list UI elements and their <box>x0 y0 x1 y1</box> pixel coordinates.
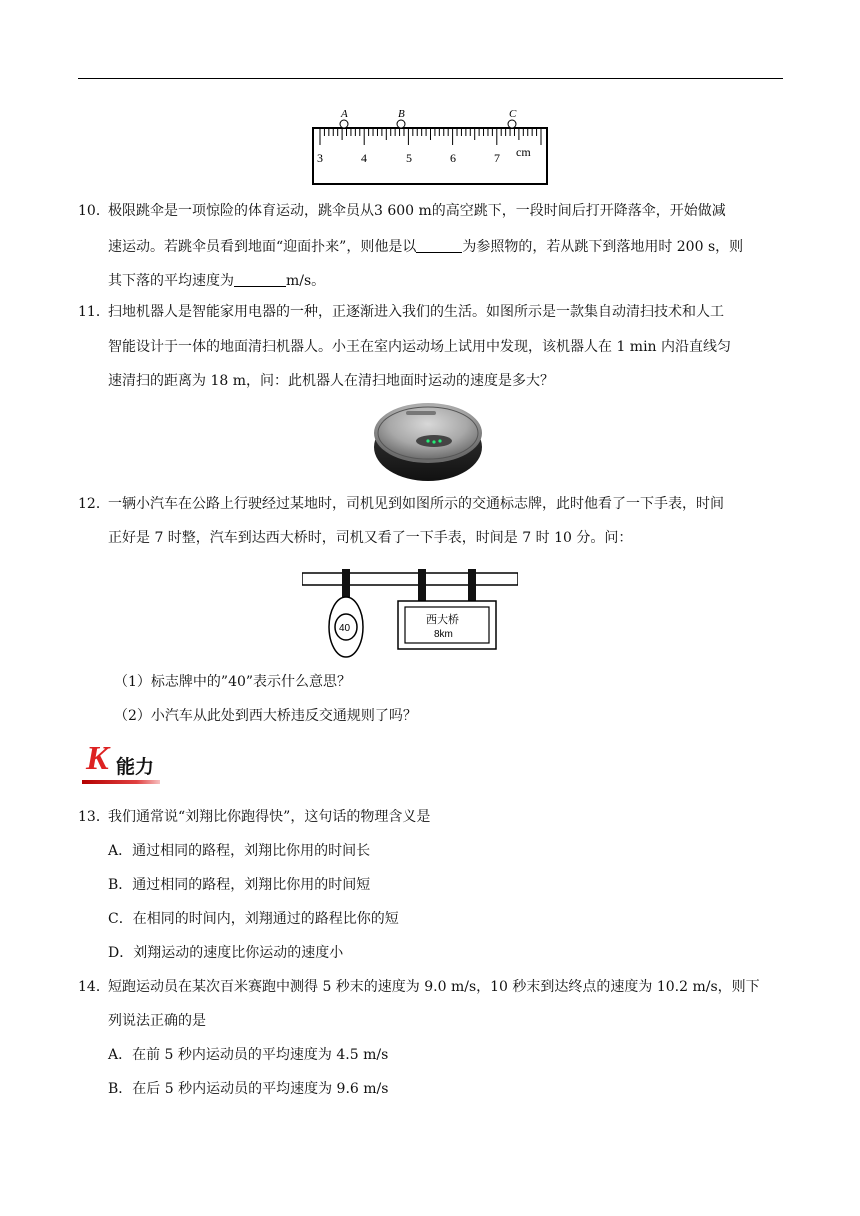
distance-sign-place: 西大桥 <box>426 613 459 626</box>
q12-subquestion-2: （2）小汽车从此处到西大桥违反交通规则了吗？ <box>114 708 417 724</box>
q13-option-d[interactable]: D．刘翔运动的速度比你运动的速度小 <box>108 945 344 961</box>
ruler-point-label: C <box>509 108 517 120</box>
question-number: 13． <box>78 809 110 825</box>
ruler-tick-label: 7 <box>494 151 500 165</box>
q10-line-1: 极限跳伞是一项惊险的体育运动，跳伞员从3 600 m的高空跳下，一段时间后打开降落伞，开始做减 <box>108 203 726 219</box>
q13-option-c[interactable]: C．在相同的时间内，刘翔通过的路程比你的短 <box>108 911 399 927</box>
answer-blank[interactable] <box>416 238 462 253</box>
ruler-point-a <box>340 120 348 128</box>
q12-line-2: 正好是 7 时整，汽车到达西大桥时，司机又看了一下手表，时间是 7 时 10 分。问： <box>108 530 633 546</box>
q10-text: 速运动。若跳伞员看到地面“迎面扑来”，则他是以 <box>108 239 417 255</box>
q11-line-3: 速清扫的距离为 18 m，问：此机器人在清扫地面时运动的速度是多大？ <box>108 373 554 389</box>
answer-blank[interactable] <box>234 272 286 287</box>
header-rule <box>78 78 783 79</box>
section-header-ability <box>82 740 162 786</box>
q14-line-2: 列说法正确的是 <box>108 1013 206 1029</box>
q10-line-2 <box>108 237 743 257</box>
question-number: 10． <box>78 203 110 219</box>
ruler-tick-label: 3 <box>317 151 323 165</box>
distance-sign-value: 8km <box>434 629 453 640</box>
q11-line-2: 智能设计于一体的地面清扫机器人。小王在室内运动场上试用中发现，该机器人在 1 min 内沿直线匀 <box>108 339 732 355</box>
q12-subquestion-1: （1）标志牌中的”40”表示什么意思？ <box>114 674 352 690</box>
q13-option-a[interactable]: A．通过相同的路程，刘翔比你用的时间长 <box>108 843 371 859</box>
robot-vacuum-image <box>372 397 484 483</box>
q14-option-a[interactable]: A．在前 5 秒内运动员的平均速度为 4.5 m/s <box>108 1047 389 1063</box>
ruler-tick-label: 4 <box>361 151 367 165</box>
traffic-sign-figure <box>302 557 518 661</box>
section-title: 能力 <box>116 756 155 778</box>
ruler-point-b <box>397 120 405 128</box>
ruler-unit-label: cm <box>516 145 531 159</box>
section-letter: K <box>86 740 109 777</box>
q13-stem: 我们通常说“刘翔比你跑得快”，这句话的物理含义是 <box>108 809 431 825</box>
section-underline <box>82 780 160 784</box>
q10-text: m/s。 <box>286 273 326 289</box>
ruler-tick-label: 6 <box>450 151 456 165</box>
ruler-tick-label: 5 <box>406 151 412 165</box>
question-number: 14． <box>78 979 110 995</box>
q12-line-1: 一辆小汽车在公路上行驶经过某地时，司机见到如图所示的交通标志牌，此时他看了一下手表，时间 <box>108 496 724 512</box>
question-number: 11． <box>78 304 110 320</box>
question-number: 12． <box>78 496 110 512</box>
q14-line-1: 短跑运动员在某次百米赛跑中测得 5 秒末的速度为 9.0 m/s，10 秒末到达终点的速度为 10.2 m/s，则下 <box>108 979 760 995</box>
q13-option-b[interactable]: B．通过相同的路程，刘翔比你用的时间短 <box>108 877 371 893</box>
q14-option-b[interactable]: B．在后 5 秒内运动员的平均速度为 9.6 m/s <box>108 1081 389 1097</box>
q10-text: 为参照物的，若从跳下到落地用时 200 s，则 <box>462 239 744 255</box>
ruler-point-label: A <box>341 108 348 120</box>
ruler-point-label: B <box>398 108 405 120</box>
q11-line-1: 扫地机器人是智能家用电器的一种，正逐渐进入我们的生活。如图所示是一款集自动清扫技术和人工 <box>108 304 724 320</box>
speed-limit-value: 40 <box>339 623 351 634</box>
q10-text: 其下落的平均速度为 <box>108 273 234 289</box>
q10-line-3 <box>108 271 325 291</box>
ruler-figure <box>310 104 552 188</box>
ruler-point-c <box>508 120 516 128</box>
